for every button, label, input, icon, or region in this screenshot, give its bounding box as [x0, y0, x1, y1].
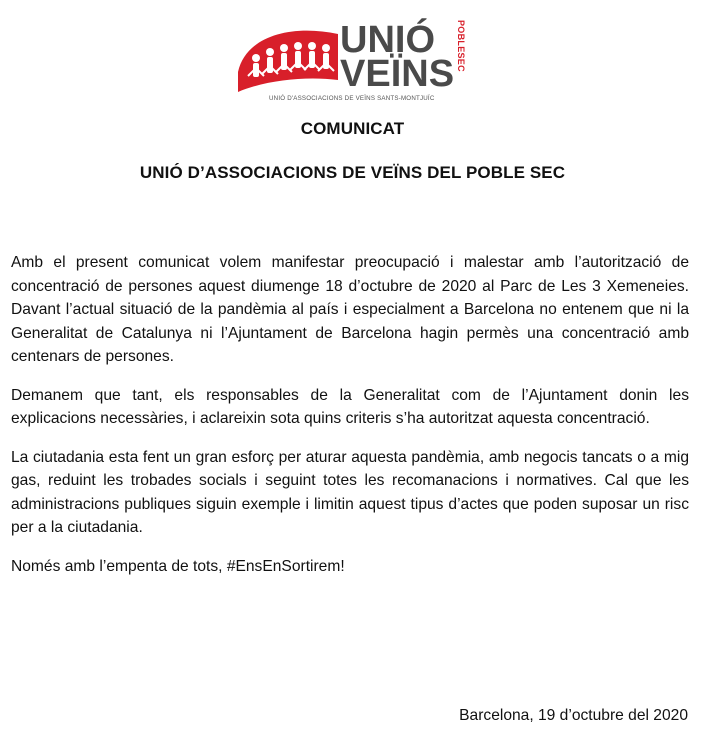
logo-tagline: UNIÓ D'ASSOCIACIONS DE VEÏNS SANTS-MONTJUÏC	[269, 95, 435, 102]
union-logo	[236, 14, 476, 104]
document-title: COMUNICAT	[300, 119, 405, 138]
logo-line2: VEÏNS	[340, 53, 455, 95]
document-subtitle: UNIÓ D’ASSOCIACIONS DE VEÏNS DEL POBLE SEC	[139, 163, 566, 182]
paragraph-1: Amb el present comunicat volem manifestar preocupació i malestar amb l’autorització de concentració de persones aquest diumenge 18 d’octubre de 2020 al Parc de Les 3 Xemeneies. Davant l’actual situació de la pandèmia al país i especialment a Barcelona no entenem que ni la Generalitat de Catalunya ni l’Ajuntament de Barcelona hagin permès una concentració amb centenars de persones.	[11, 254, 689, 365]
logo-side-text: POBLESEC	[456, 20, 466, 72]
paragraph-4: Només amb l’empenta de tots, #EnsEnSortirem!	[11, 557, 345, 575]
paragraph-3: La ciutadania esta fent un gran esforç per aturar aquesta pandèmia, amb negocis tancats o a mig gas, reduint les trobades socials i seguint totes les recomanacions i normatives. Cal que les administracions publiques siguin exemple i limitin aquest tipus d’actes que poden suposar un risc per a la ciutadania.	[11, 448, 689, 536]
logo-line1: UNIÓ	[340, 19, 435, 61]
place-date: Barcelona, 19 d’octubre del 2020	[459, 707, 688, 724]
document-body	[11, 251, 689, 593]
union-logo-graphic	[236, 14, 476, 104]
paragraph-2: Demanem que tant, els responsables de la Generalitat com de l’Ajuntament donin les explicacions necessàries, i aclareixin sota quins criteris s’ha autoritzat aquesta concentració.	[11, 386, 689, 427]
